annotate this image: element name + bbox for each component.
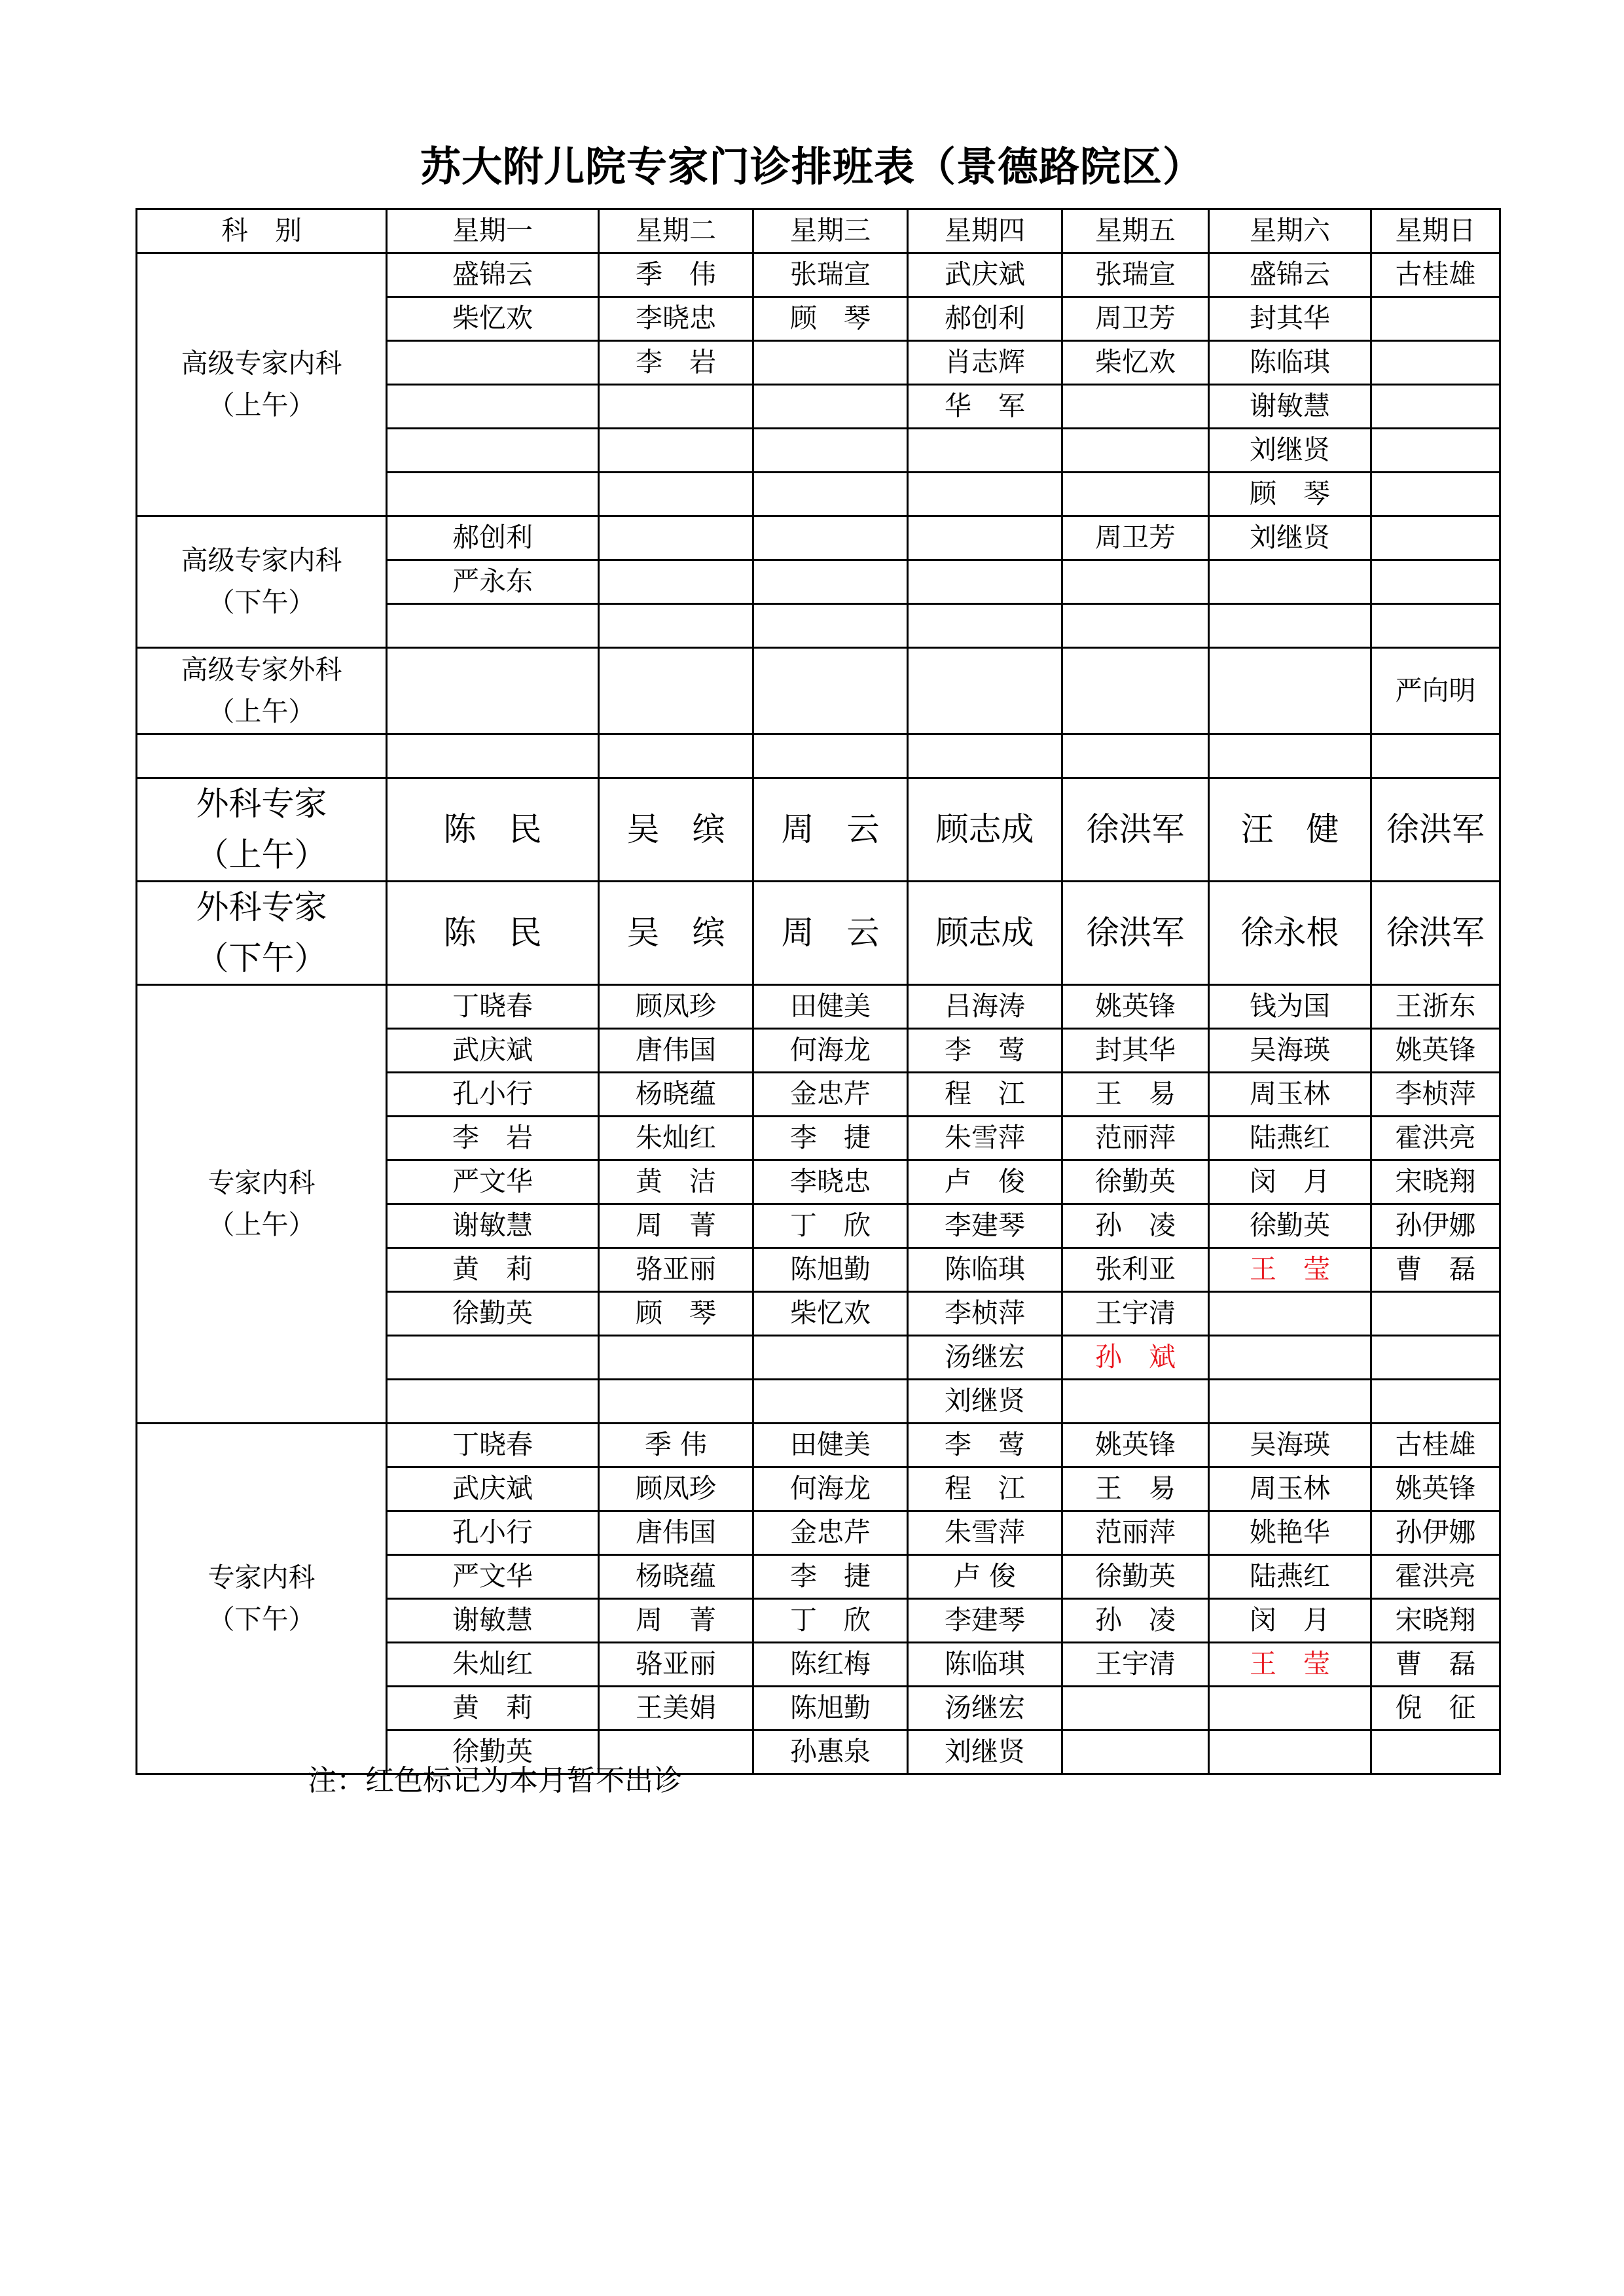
doctor-cell: 宋晓翔 [1371, 1160, 1500, 1204]
doctor-cell: 钱为国 [1209, 985, 1371, 1029]
doctor-cell [753, 1336, 908, 1380]
doctor-cell: 丁 欣 [753, 1204, 908, 1248]
doctor-cell: 周玉林 [1209, 1467, 1371, 1511]
doctor-cell: 陈临琪 [908, 1248, 1062, 1292]
header-day: 星期五 [1062, 209, 1209, 253]
schedule-row [137, 1424, 1500, 1467]
category-label-line: 高级专家内科 [181, 347, 342, 379]
category-label-line: 外科专家 [196, 785, 327, 823]
doctor-cell: 黄 莉 [387, 1687, 599, 1731]
doctor-cell: 谢敏慧 [1209, 385, 1371, 429]
category-label-line: （上午） [208, 695, 316, 727]
doctor-cell [1371, 1292, 1500, 1336]
doctor-cell: 姚英锋 [1062, 1424, 1209, 1467]
doctor-cell: 顾 琴 [753, 297, 908, 341]
doctor-cell [1371, 560, 1500, 604]
category-label-line: （上午） [208, 1208, 316, 1240]
doctor-cell: 李晓忠 [599, 297, 753, 341]
category-label-line: （下午） [208, 1603, 316, 1635]
doctor-cell [753, 604, 908, 648]
category-label [137, 1424, 387, 1774]
doctor-cell: 严向明 [1371, 648, 1500, 734]
doctor-cell: 谢敏慧 [387, 1204, 599, 1248]
doctor-cell [387, 385, 599, 429]
doctor-cell: 孙 斌 [1062, 1336, 1209, 1380]
doctor-cell [599, 516, 753, 560]
doctor-cell: 华 军 [908, 385, 1062, 429]
header-day: 星期六 [1209, 209, 1371, 253]
doctor-cell: 孙伊娜 [1371, 1511, 1500, 1555]
doctor-cell: 吴 缤 [599, 882, 753, 985]
doctor-cell: 柴忆欢 [1062, 341, 1209, 385]
doctor-cell: 卢 俊 [908, 1160, 1062, 1204]
doctor-cell: 朱雪萍 [908, 1117, 1062, 1160]
doctor-cell: 张利亚 [1062, 1248, 1209, 1292]
doctor-cell [1371, 516, 1500, 560]
doctor-cell [1371, 1336, 1500, 1380]
doctor-cell: 唐伟国 [599, 1511, 753, 1555]
doctor-cell [1209, 1380, 1371, 1424]
schedule-row [137, 648, 1500, 734]
doctor-cell: 程 江 [908, 1467, 1062, 1511]
doctor-cell [599, 560, 753, 604]
doctor-cell [599, 648, 753, 734]
doctor-cell [599, 604, 753, 648]
doctor-cell: 张瑞宣 [1062, 253, 1209, 297]
page-title: 苏大附儿院专家门诊排班表（景德路院区） [420, 143, 1204, 190]
doctor-cell: 周卫芳 [1062, 516, 1209, 560]
doctor-cell: 黄 洁 [599, 1160, 753, 1204]
doctor-cell: 霍洪亮 [1371, 1117, 1500, 1160]
doctor-cell [1062, 1380, 1209, 1424]
footnote: 注：红色标记为本月暂不出诊 [308, 1764, 682, 1797]
empty-cell [137, 734, 387, 778]
doctor-cell: 吕海涛 [908, 985, 1062, 1029]
header-department: 科 别 [137, 209, 387, 253]
empty-cell [387, 734, 599, 778]
doctor-cell: 周玉林 [1209, 1073, 1371, 1117]
doctor-cell: 封其华 [1062, 1029, 1209, 1073]
doctor-cell: 周 菁 [599, 1599, 753, 1643]
doctor-cell: 汤继宏 [908, 1687, 1062, 1731]
doctor-cell: 古桂雄 [1371, 1424, 1500, 1467]
doctor-cell: 周 云 [753, 882, 908, 985]
doctor-cell [1209, 1292, 1371, 1336]
doctor-cell: 李建琴 [908, 1204, 1062, 1248]
doctor-cell: 程 江 [908, 1073, 1062, 1117]
doctor-cell [753, 429, 908, 473]
doctor-cell: 顾凤珍 [599, 1467, 753, 1511]
doctor-cell: 武庆斌 [387, 1467, 599, 1511]
doctor-cell [753, 385, 908, 429]
doctor-cell [1371, 604, 1500, 648]
doctor-cell [1371, 473, 1500, 516]
doctor-cell: 陈旭勤 [753, 1248, 908, 1292]
doctor-cell: 霍洪亮 [1371, 1555, 1500, 1599]
category-label [137, 648, 387, 734]
schedule-row [137, 778, 1500, 882]
doctor-cell [1209, 1336, 1371, 1380]
doctor-cell: 朱灿红 [599, 1117, 753, 1160]
doctor-cell: 黄 莉 [387, 1248, 599, 1292]
doctor-cell: 丁晓春 [387, 985, 599, 1029]
doctor-cell: 季 伟 [599, 1424, 753, 1467]
schedule-row [137, 882, 1500, 985]
doctor-cell: 吴海瑛 [1209, 1029, 1371, 1073]
empty-cell [753, 734, 908, 778]
doctor-cell: 吴 缤 [599, 778, 753, 882]
doctor-cell [908, 516, 1062, 560]
doctor-cell: 孔小行 [387, 1073, 599, 1117]
doctor-cell: 陈 民 [387, 778, 599, 882]
doctor-cell [1209, 604, 1371, 648]
doctor-cell [753, 1380, 908, 1424]
category-label [137, 882, 387, 985]
doctor-cell: 严文华 [387, 1555, 599, 1599]
doctor-cell [1371, 1731, 1500, 1774]
category-label [137, 253, 387, 516]
doctor-cell [753, 341, 908, 385]
doctor-cell: 周 菁 [599, 1204, 753, 1248]
doctor-cell: 骆亚丽 [599, 1643, 753, 1687]
empty-cell [1062, 734, 1209, 778]
doctor-cell [1062, 560, 1209, 604]
doctor-cell: 唐伟国 [599, 1029, 753, 1073]
doctor-cell [1062, 385, 1209, 429]
doctor-cell: 汤继宏 [908, 1336, 1062, 1380]
doctor-cell: 王 莹 [1209, 1643, 1371, 1687]
doctor-cell [1062, 604, 1209, 648]
doctor-cell [387, 473, 599, 516]
doctor-cell: 范丽萍 [1062, 1511, 1209, 1555]
doctor-cell: 徐洪军 [1062, 778, 1209, 882]
empty-cell [1371, 734, 1500, 778]
doctor-cell: 张瑞宣 [753, 253, 908, 297]
doctor-cell: 孙惠泉 [753, 1731, 908, 1774]
doctor-cell [908, 648, 1062, 734]
doctor-cell: 陆燕红 [1209, 1117, 1371, 1160]
header-row [137, 209, 1500, 253]
category-label-line: 高级专家外科 [181, 653, 342, 685]
doctor-cell: 陈临琪 [1209, 341, 1371, 385]
doctor-cell: 周卫芳 [1062, 297, 1209, 341]
category-label-line: 专家内科 [208, 1166, 316, 1198]
doctor-cell: 王浙东 [1371, 985, 1500, 1029]
doctor-cell: 孔小行 [387, 1511, 599, 1555]
empty-cell [599, 734, 753, 778]
doctor-cell: 王 易 [1062, 1073, 1209, 1117]
doctor-cell [908, 429, 1062, 473]
doctor-cell: 姚英锋 [1371, 1467, 1500, 1511]
doctor-cell: 宋晓翔 [1371, 1599, 1500, 1643]
doctor-cell [599, 1336, 753, 1380]
doctor-cell: 徐勤英 [387, 1731, 599, 1774]
doctor-cell: 徐永根 [1209, 882, 1371, 985]
doctor-cell: 徐勤英 [1062, 1160, 1209, 1204]
doctor-cell: 季 伟 [599, 253, 753, 297]
doctor-cell: 肖志辉 [908, 341, 1062, 385]
doctor-cell: 王宇清 [1062, 1643, 1209, 1687]
category-label-line: 高级专家内科 [181, 545, 342, 577]
doctor-cell: 李晓忠 [753, 1160, 908, 1204]
doctor-cell [908, 473, 1062, 516]
doctor-cell: 徐洪军 [1371, 882, 1500, 985]
doctor-cell: 李 岩 [387, 1117, 599, 1160]
schedule-row [137, 985, 1500, 1029]
doctor-cell: 周 云 [753, 778, 908, 882]
doctor-cell: 杨晓蕴 [599, 1073, 753, 1117]
doctor-cell [753, 473, 908, 516]
doctor-cell: 曹 磊 [1371, 1248, 1500, 1292]
doctor-cell [1209, 1687, 1371, 1731]
doctor-cell: 刘继贤 [908, 1380, 1062, 1424]
category-label-line: （上午） [196, 835, 327, 874]
doctor-cell: 丁晓春 [387, 1424, 599, 1467]
doctor-cell: 徐洪军 [1371, 778, 1500, 882]
doctor-cell [1371, 297, 1500, 341]
doctor-cell: 李 捷 [753, 1555, 908, 1599]
doctor-cell: 徐洪军 [1062, 882, 1209, 985]
schedule-row [137, 253, 1500, 297]
doctor-cell [753, 560, 908, 604]
category-label-line: 外科专家 [196, 888, 327, 926]
doctor-cell: 孙 凌 [1062, 1599, 1209, 1643]
doctor-cell: 骆亚丽 [599, 1248, 753, 1292]
doctor-cell [387, 604, 599, 648]
doctor-cell: 朱雪萍 [908, 1511, 1062, 1555]
doctor-cell: 田健美 [753, 1424, 908, 1467]
category-label [137, 778, 387, 882]
doctor-cell: 陆燕红 [1209, 1555, 1371, 1599]
doctor-cell: 封其华 [1209, 297, 1371, 341]
doctor-cell: 王 易 [1062, 1467, 1209, 1511]
doctor-cell [908, 604, 1062, 648]
doctor-cell: 王宇清 [1062, 1292, 1209, 1336]
doctor-cell: 李 岩 [599, 341, 753, 385]
doctor-cell [1062, 1687, 1209, 1731]
schedule-row [137, 516, 1500, 560]
doctor-cell [1209, 1731, 1371, 1774]
doctor-cell [908, 560, 1062, 604]
doctor-cell: 顾 琴 [1209, 473, 1371, 516]
doctor-cell: 陈旭勤 [753, 1687, 908, 1731]
doctor-cell: 武庆斌 [387, 1029, 599, 1073]
doctor-cell [599, 473, 753, 516]
doctor-cell [599, 429, 753, 473]
doctor-cell: 汪 健 [1209, 778, 1371, 882]
header-day: 星期三 [753, 209, 908, 253]
doctor-cell: 顾志成 [908, 882, 1062, 985]
category-label-line: （上午） [208, 389, 316, 421]
doctor-cell: 姚英锋 [1371, 1029, 1500, 1073]
doctor-cell: 古桂雄 [1371, 253, 1500, 297]
doctor-cell: 盛锦云 [1209, 253, 1371, 297]
category-label-line: （下午） [196, 939, 327, 977]
doctor-cell [387, 648, 599, 734]
doctor-cell: 徐勤英 [387, 1292, 599, 1336]
doctor-cell [1371, 385, 1500, 429]
doctor-cell: 陈临琪 [908, 1643, 1062, 1687]
doctor-cell: 郝创利 [908, 297, 1062, 341]
doctor-cell [1062, 1731, 1209, 1774]
doctor-cell: 刘继贤 [908, 1731, 1062, 1774]
doctor-cell [1062, 648, 1209, 734]
category-label-line: （下午） [208, 586, 316, 618]
doctor-cell: 李 捷 [753, 1117, 908, 1160]
doctor-cell [387, 341, 599, 385]
doctor-cell: 柴忆欢 [753, 1292, 908, 1336]
doctor-cell: 金忠芹 [753, 1511, 908, 1555]
category-label [137, 985, 387, 1424]
doctor-cell: 田健美 [753, 985, 908, 1029]
doctor-cell: 顾志成 [908, 778, 1062, 882]
empty-cell [1209, 734, 1371, 778]
doctor-cell: 刘继贤 [1209, 429, 1371, 473]
doctor-cell: 闵 月 [1209, 1599, 1371, 1643]
doctor-cell: 丁 欣 [753, 1599, 908, 1643]
doctor-cell: 刘继贤 [1209, 516, 1371, 560]
header-day: 星期日 [1371, 209, 1500, 253]
doctor-cell [387, 429, 599, 473]
doctor-cell: 姚艳华 [1209, 1511, 1371, 1555]
doctor-cell: 徐勤英 [1209, 1204, 1371, 1248]
doctor-cell [1371, 341, 1500, 385]
doctor-cell: 倪 征 [1371, 1687, 1500, 1731]
doctor-cell: 孙 凌 [1062, 1204, 1209, 1248]
doctor-cell: 顾 琴 [599, 1292, 753, 1336]
doctor-cell [387, 1380, 599, 1424]
doctor-cell [1371, 1380, 1500, 1424]
doctor-cell: 范丽萍 [1062, 1117, 1209, 1160]
doctor-cell [1209, 560, 1371, 604]
doctor-cell: 李 莺 [908, 1424, 1062, 1467]
doctor-cell: 严永东 [387, 560, 599, 604]
empty-cell [908, 734, 1062, 778]
category-label-line: 专家内科 [208, 1561, 316, 1593]
doctor-cell: 朱灿红 [387, 1643, 599, 1687]
doctor-cell: 金忠芹 [753, 1073, 908, 1117]
doctor-cell: 顾凤珍 [599, 985, 753, 1029]
doctor-cell: 王美娟 [599, 1687, 753, 1731]
doctor-cell [753, 516, 908, 560]
doctor-cell: 徐勤英 [1062, 1555, 1209, 1599]
doctor-cell: 李 莺 [908, 1029, 1062, 1073]
doctor-cell [1062, 429, 1209, 473]
category-label [137, 516, 387, 648]
doctor-cell [1371, 429, 1500, 473]
spacer-row [137, 734, 1500, 778]
doctor-cell: 谢敏慧 [387, 1599, 599, 1643]
doctor-cell: 曹 磊 [1371, 1643, 1500, 1687]
doctor-cell [1209, 648, 1371, 734]
doctor-cell: 严文华 [387, 1160, 599, 1204]
doctor-cell: 王 莹 [1209, 1248, 1371, 1292]
doctor-cell [1062, 473, 1209, 516]
header-day: 星期四 [908, 209, 1062, 253]
doctor-cell [753, 648, 908, 734]
doctor-cell: 李建琴 [908, 1599, 1062, 1643]
doctor-cell: 盛锦云 [387, 253, 599, 297]
doctor-cell: 姚英锋 [1062, 985, 1209, 1029]
doctor-cell [387, 1336, 599, 1380]
doctor-cell: 陈红梅 [753, 1643, 908, 1687]
doctor-cell: 郝创利 [387, 516, 599, 560]
doctor-cell: 何海龙 [753, 1467, 908, 1511]
doctor-cell: 柴忆欢 [387, 297, 599, 341]
header-day: 星期二 [599, 209, 753, 253]
doctor-cell: 杨晓蕴 [599, 1555, 753, 1599]
schedule-table [135, 208, 1501, 1775]
doctor-cell: 李桢萍 [908, 1292, 1062, 1336]
doctor-cell: 何海龙 [753, 1029, 908, 1073]
doctor-cell: 孙伊娜 [1371, 1204, 1500, 1248]
doctor-cell [599, 1380, 753, 1424]
doctor-cell: 武庆斌 [908, 253, 1062, 297]
doctor-cell: 陈 民 [387, 882, 599, 985]
doctor-cell: 闵 月 [1209, 1160, 1371, 1204]
doctor-cell: 李桢萍 [1371, 1073, 1500, 1117]
doctor-cell: 吴海瑛 [1209, 1424, 1371, 1467]
doctor-cell: 卢 俊 [908, 1555, 1062, 1599]
header-day: 星期一 [387, 209, 599, 253]
doctor-cell [599, 385, 753, 429]
